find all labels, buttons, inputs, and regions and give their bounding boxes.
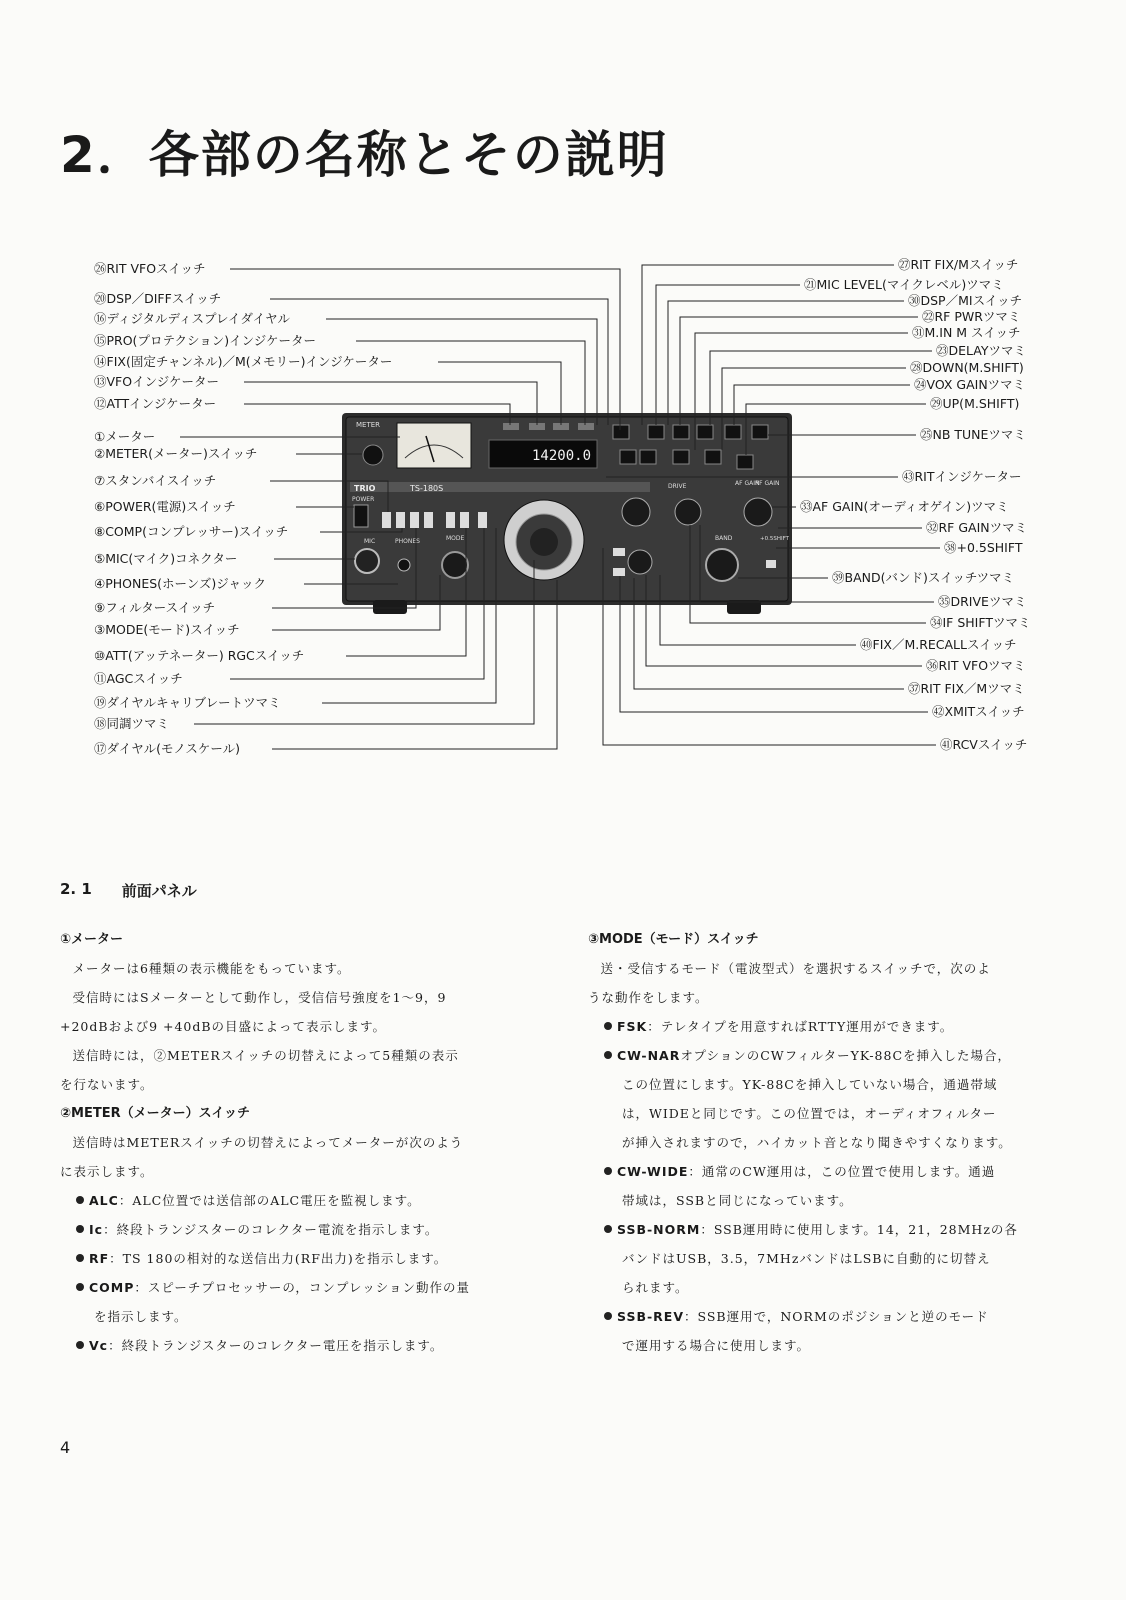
paragraph: +20dBおよび9 +40dBの目盛によって表示します。	[60, 1019, 387, 1034]
label-12: ⑫ATTインジケーター	[94, 396, 217, 411]
label-22: ㉒RF PWRツマミ	[922, 309, 1021, 324]
heading-meter: ①メーター	[60, 932, 124, 947]
paragraph: を行ないます。	[60, 1077, 154, 1092]
frequency-readout: 14200.0	[532, 448, 592, 464]
rcv-switch[interactable]	[613, 548, 625, 556]
right-labels	[800, 257, 1030, 752]
phones-label: PHONES	[395, 538, 420, 545]
label-34: ㉞IF SHIFTツマミ	[930, 615, 1031, 630]
label-2: ②METER(メーター)スイッチ	[94, 446, 258, 461]
power-switch[interactable]	[354, 505, 368, 527]
bullet-icon	[604, 1312, 612, 1320]
list-item-cont: バンドはUSB，3.5，7MHzバンドはLSBに自動的に切替え	[622, 1251, 991, 1266]
section-heading	[60, 880, 197, 901]
list-item: SSB-REV：SSB運用で，NORMのポジションと逆のモード	[588, 1302, 1058, 1331]
mic-label: MIC	[364, 538, 376, 545]
label-26: ㉖RIT VFOスイッチ	[94, 261, 206, 276]
paragraph: 送・受信するモード（電波型式）を選択するスイッチで，次のよ	[600, 961, 991, 976]
paragraph: うな動作をします。	[588, 990, 709, 1005]
label-39: ㊴BAND(バンド)スイッチツマミ	[832, 570, 1015, 585]
meter-switch[interactable]	[363, 445, 383, 465]
list-item-cont: この位置にします。YK-88Cを挿入していない場合，通過帯域	[622, 1077, 998, 1092]
label-33: ㉝AF GAIN(オーディオゲイン)ツマミ	[800, 499, 1009, 514]
label-30: ㉚DSP／MIスイッチ	[908, 293, 1023, 308]
label-18: ⑱同調ツマミ	[94, 716, 170, 731]
paragraph: 送信時はMETERスイッチの切替えによってメーターが次のよう	[72, 1135, 464, 1150]
page-number: 4	[60, 1438, 71, 1457]
label-5: ⑤MIC(マイク)コネクター	[94, 551, 238, 566]
meter-label: METER	[356, 421, 381, 429]
drive-label: DRIVE	[668, 483, 687, 490]
afgain-label: AF GAIN	[735, 480, 760, 487]
left-column	[60, 925, 530, 1360]
paragraph: メーターは6種類の表示機能をもっています。	[72, 961, 351, 976]
label-31: ㉛M.IN M スイッチ	[912, 325, 1021, 340]
label-16: ⑯ディジタルディスプレイダイヤル	[94, 311, 291, 326]
label-32: ㉜RF GAINツマミ	[926, 520, 1028, 535]
paragraph: 送信時には，②METERスイッチの切替えによって5種類の表示	[72, 1048, 459, 1063]
shift-label: +0.5SHIFT	[760, 536, 790, 542]
list-item: FSK：テレタイプを用意すればRTTY運用ができます。	[588, 1012, 1058, 1041]
bullet-icon	[76, 1341, 84, 1349]
list-item: Ic：終段トランジスターのコレクター電流を指示します。	[60, 1215, 530, 1244]
rit-fixm-knob[interactable]	[628, 550, 652, 574]
label-6: ⑥POWER(電源)スイッチ	[94, 499, 236, 514]
list-item: ALC：ALC位置では送信部のALC電圧を監視します。	[60, 1186, 530, 1215]
band-label: BAND	[715, 535, 733, 542]
mode-label: MODE	[446, 535, 465, 542]
label-37: ㊲RIT FIX／Mツマミ	[908, 681, 1025, 696]
radio-front-panel	[342, 413, 792, 614]
bullet-icon	[76, 1225, 84, 1233]
list-item-cont: は，WIDEと同じです。この位置では，オーディオフィルター	[622, 1106, 997, 1121]
list-item: RF：TS 180の相対的な送信出力(RF出力)を指示します。	[60, 1244, 530, 1273]
label-8: ⑧COMP(コンプレッサー)スイッチ	[94, 524, 289, 539]
label-29: ㉙UP(M.SHIFT)	[930, 396, 1020, 411]
shift-switch[interactable]	[766, 560, 776, 568]
band-knob[interactable]	[706, 549, 738, 581]
list-item: CW-WIDE：通常のCW運用は，この位置で使用します。通過	[588, 1157, 1058, 1186]
label-24: ㉔VOX GAINツマミ	[914, 377, 1026, 392]
label-25: ㉕NB TUNEツマミ	[920, 427, 1026, 442]
section-title: 前面パネル	[121, 882, 197, 900]
paragraph: 受信時にはSメーターとして動作し，受信信号強度を1～9，9	[72, 990, 447, 1005]
section-number: 2. 1	[60, 880, 92, 898]
label-35: ㉟DRIVEツマミ	[938, 594, 1027, 609]
label-4: ④PHONES(ホーンズ)ジャック	[94, 576, 267, 591]
bullet-icon	[76, 1254, 84, 1262]
right-column	[588, 925, 1058, 1360]
bullet-icon	[604, 1051, 612, 1059]
xmit-switch[interactable]	[613, 568, 625, 576]
label-38: ㊳+0.5SHIFT	[944, 540, 1023, 555]
label-15: ⑮PRO(プロテクション)インジケーター	[94, 333, 317, 348]
label-17: ⑰ダイヤル(モノスケール)	[94, 741, 241, 756]
left-foot	[373, 600, 407, 614]
power-label: POWER	[352, 496, 375, 503]
label-28: ㉘DOWN(M.SHIFT)	[910, 360, 1024, 375]
page-title: 2．各部の名称とその説明	[60, 126, 669, 184]
label-10: ⑩ATT(アッテネーター) RGCスイッチ	[94, 648, 305, 663]
label-40: ㊵FIX／M.RECALLスイッチ	[860, 637, 1017, 652]
list-item-cont: られます。	[622, 1280, 689, 1295]
bullet-icon	[604, 1167, 612, 1175]
model-label: TS-180S	[410, 484, 444, 493]
label-23: ㉓DELAYツマミ	[936, 343, 1026, 358]
label-7: ⑦スタンバイスイッチ	[94, 473, 217, 488]
mic-connector[interactable]	[355, 549, 379, 573]
list-item-cont: 帯域は，SSBと同じになっています。	[622, 1193, 853, 1208]
label-13: ⑬VFOインジケーター	[94, 374, 220, 389]
mode-knob[interactable]	[442, 552, 468, 578]
af-gain-knob[interactable]	[744, 498, 772, 526]
label-42: ㊷XMITスイッチ	[932, 704, 1025, 719]
rit-vfo-knob[interactable]	[622, 498, 650, 526]
heading-meter-switch: ②METER（メーター）スイッチ	[60, 1106, 251, 1121]
label-27: ㉗RIT FIX/Mスイッチ	[898, 257, 1019, 272]
list-item-cont: で運用する場合に使用します。	[622, 1338, 811, 1353]
rfgain-label: RF GAIN	[755, 480, 780, 487]
phones-jack[interactable]	[398, 559, 410, 571]
list-item: Vc：終段トランジスターのコレクター電圧を指示します。	[60, 1331, 530, 1360]
bullet-icon	[76, 1283, 84, 1291]
label-20: ⑳DSP／DIFFスイッチ	[94, 291, 222, 306]
label-19: ⑲ダイヤルキャリブレートツマミ	[94, 695, 281, 710]
label-36: ㊱RIT VFOツマミ	[926, 658, 1026, 673]
drive-knob[interactable]	[675, 499, 701, 525]
bullet-icon	[76, 1196, 84, 1204]
list-item: COMP：スピーチプロセッサーの，コンプレッション動作の量	[60, 1273, 530, 1302]
label-43: ㊸RITインジケーター	[902, 469, 1022, 484]
label-1: ①メーター	[94, 429, 156, 444]
label-3: ③MODE(モード)スイッチ	[94, 622, 240, 637]
label-11: ⑪AGCスイッチ	[94, 671, 183, 686]
front-panel-diagram	[0, 245, 1126, 765]
list-item-cont: が挿入されますので，ハイカット音となり聞きやすくなります。	[622, 1135, 1012, 1150]
heading-mode-switch: ③MODE（モード）スイッチ	[588, 932, 759, 947]
label-41: ㊶RCVスイッチ	[940, 737, 1028, 752]
list-item: CW-NARオプションのCWフィルターYK-88Cを挿入した場合，	[588, 1041, 1058, 1070]
brand-logo: TRIO	[354, 484, 376, 493]
list-item-cont: を指示します。	[94, 1309, 188, 1324]
label-21: ㉑MIC LEVEL(マイクレベル)ツマミ	[804, 277, 1004, 292]
list-item: SSB-NORM：SSB運用時に使用します。14，21，28MHzの各	[588, 1215, 1058, 1244]
bullet-icon	[604, 1022, 612, 1030]
paragraph: に表示します。	[60, 1164, 154, 1179]
label-9: ⑨フィルタースイッチ	[94, 600, 216, 615]
bullet-icon	[604, 1225, 612, 1233]
label-14: ⑭FIX(固定チャンネル)／M(メモリー)インジケーター	[94, 354, 393, 369]
